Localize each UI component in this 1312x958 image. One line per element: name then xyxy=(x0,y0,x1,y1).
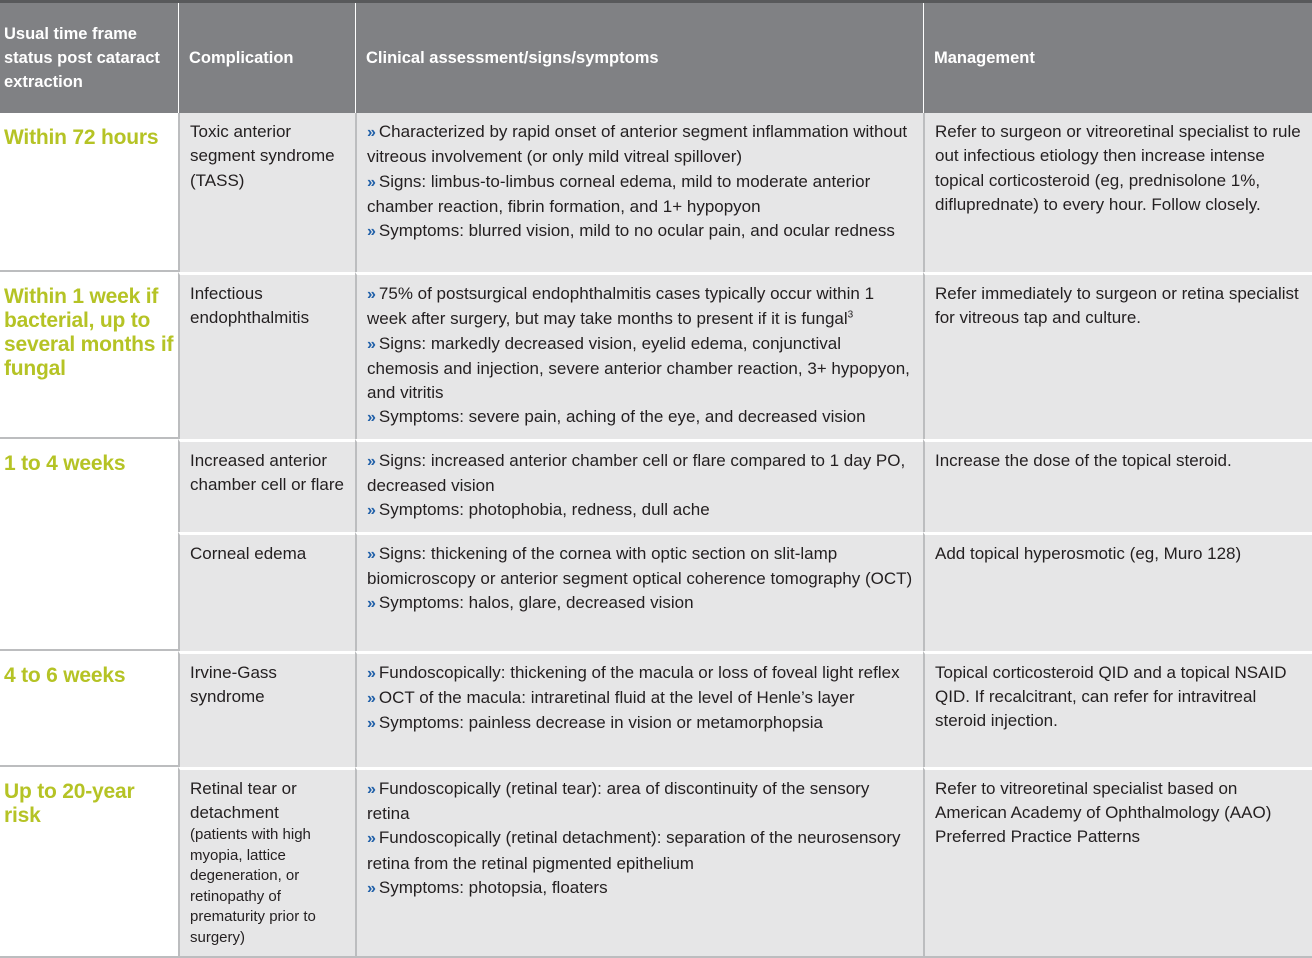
chevron-right-icon: » xyxy=(367,715,376,733)
management: Refer to vitreoretinal specialist based on American Academy of Ophthalmology (AAO) Preferred Practice Patterns xyxy=(923,767,1312,958)
complication: Increased anterior chamber cell or flare xyxy=(178,439,355,532)
complication: Corneal edema xyxy=(178,532,355,651)
assessment xyxy=(355,651,923,767)
assessment-item: » Symptoms: painless decrease in vision or metamorphopsia xyxy=(367,713,823,733)
assessment-item: » OCT of the macula: intraretinal fluid at the level of Henle’s layer xyxy=(367,687,855,707)
table-row xyxy=(0,439,1312,532)
table-row xyxy=(0,651,1312,767)
chevron-right-icon: » xyxy=(367,173,376,191)
assessment-item: » Characterized by rapid onset of anterior segment inflammation without vitreous involvement (or only mild vitreal spillover) xyxy=(367,122,908,167)
header-assessment: Clinical assessment/signs/symptoms xyxy=(355,3,923,113)
chevron-right-icon: » xyxy=(367,335,376,353)
chevron-right-icon: » xyxy=(367,286,376,303)
management: Refer immediately to surgeon or retina specialist for vitreous tap and culture. xyxy=(923,272,1312,439)
assessment-item: » Symptoms: photopsia, floaters xyxy=(367,877,608,897)
assessment-item: » Fundoscopically: thickening of the macula or loss of foveal light reflex xyxy=(367,662,900,682)
header-row xyxy=(0,3,1312,113)
complication-name: Retinal tear or detachment xyxy=(190,778,297,822)
complications-table xyxy=(0,3,1312,958)
assessment-item: » Symptoms: halos, glare, decreased vision xyxy=(367,593,694,613)
assessment xyxy=(355,767,923,958)
assessment-item: » Signs: markedly decreased vision, eyelid edema, conjunctival chemosis and injection, severe anterior chamber reaction, 3+ hypopyon, and vitritis xyxy=(367,333,910,403)
assessment-item: » Signs: limbus-to-limbus corneal edema, mild to moderate anterior chamber reaction, fibrin formation, and 1+ hypopyon xyxy=(367,171,871,216)
footnote-ref: 3 xyxy=(847,309,854,321)
header-management: Management xyxy=(923,3,1312,113)
chevron-right-icon: » xyxy=(367,452,376,470)
assessment-item: » Fundoscopically (retinal tear): area of discontinuity of the sensory retina xyxy=(367,778,870,823)
chevron-right-icon: » xyxy=(367,830,376,848)
chevron-right-icon: » xyxy=(367,664,376,682)
assessment-item: » Signs: increased anterior chamber cell or flare compared to 1 day PO, decreased vision xyxy=(367,450,906,496)
management: Add topical hyperosmotic (eg, Muro 128) xyxy=(923,532,1312,651)
header-complication: Complication xyxy=(178,3,355,113)
chevron-right-icon: » xyxy=(367,780,376,798)
chevron-right-icon: » xyxy=(367,409,376,427)
chevron-right-icon: » xyxy=(367,223,376,241)
time-frame: 1 to 4 weeks xyxy=(0,439,178,651)
time-frame: Within 72 hours xyxy=(0,113,178,272)
management: Topical corticosteroid QID and a topical NSAID QID. If recalcitrant, can refer for intravitreal steroid injection. xyxy=(923,651,1312,767)
time-frame: Up to 20-year risk xyxy=(0,767,178,958)
assessment-item: » 75% of postsurgical endophthalmitis cases typically occur within 1 week after surgery, but may take months to present if it is fungal$^3$ xyxy=(367,284,875,329)
chevron-right-icon: » xyxy=(367,879,376,897)
table-row xyxy=(0,532,1312,651)
table-row xyxy=(0,272,1312,439)
chevron-right-icon: » xyxy=(367,502,376,520)
assessment-item: » Symptoms: photophobia, redness, dull ache xyxy=(367,500,710,520)
assessment-item: » Fundoscopically (retinal detachment): separation of the neurosensory retina from the retinal pigmented epithelium xyxy=(367,828,901,873)
table-row xyxy=(0,113,1312,272)
assessment xyxy=(355,113,923,272)
complication: Infectious endophthalmitis xyxy=(178,272,355,439)
complication-note: (patients with high myopia, lattice degeneration, or retinopathy of prematurity prior to surgery) xyxy=(190,826,316,946)
complication: Toxic anterior segment syndrome (TASS) xyxy=(178,113,355,272)
time-frame: Within 1 week if bacterial, up to several months if fungal xyxy=(0,272,178,439)
chevron-right-icon: » xyxy=(367,595,376,613)
header-time-frame: Usual time frame status post cataract extraction xyxy=(0,3,178,113)
complication xyxy=(178,767,355,958)
chevron-right-icon: » xyxy=(367,124,376,141)
management: Increase the dose of the topical steroid. xyxy=(923,439,1312,532)
table-row xyxy=(0,767,1312,958)
assessment-item: » Symptoms: blurred vision, mild to no ocular pain, and ocular redness xyxy=(367,221,895,241)
assessment xyxy=(355,272,923,439)
management: Refer to surgeon or vitreoretinal specialist to rule out infectious etiology then increase intense topical corticosteroid (eg, prednisolone 1%, difluprednate) to every hour. Follow closely. xyxy=(923,113,1312,272)
chevron-right-icon: » xyxy=(367,545,376,563)
assessment xyxy=(355,532,923,651)
assessment-item: » Symptoms: severe pain, aching of the eye, and decreased vision xyxy=(367,407,866,427)
time-frame: 4 to 6 weeks xyxy=(0,651,178,767)
complication: Irvine-Gass syndrome xyxy=(178,651,355,767)
assessment-item: » Signs: thickening of the cornea with optic section on slit-lamp biomicroscopy or anterior segment optical coherence tomography (OCT) xyxy=(367,543,913,588)
chevron-right-icon: » xyxy=(367,689,376,707)
assessment xyxy=(355,439,923,532)
